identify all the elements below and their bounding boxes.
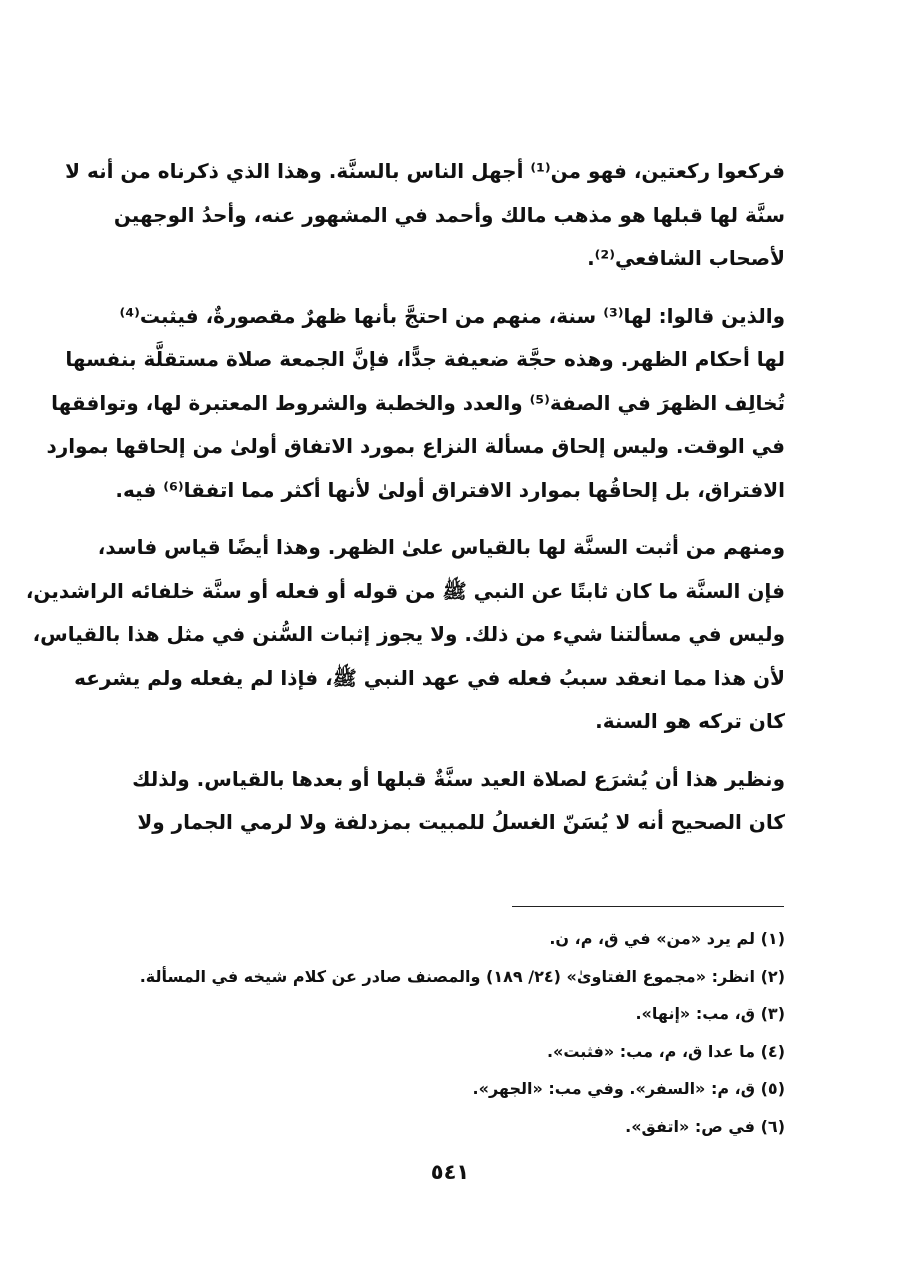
text-line: لأصحاب الشافعي⁽²⁾. [587,246,785,270]
text-line: الافتراق، بل إلحاقُها بموارد الافتراق أولىٰ لأنها أكثر مما اتفقا⁽⁶⁾ فيه. [115,477,785,502]
footnote-1: (١) لم يرد «من» في ق، م، ن. [549,929,785,948]
text-line: كان الصحيح أنه لا يُسَنّ الغسلُ للمبيت بمزدلفة ولا لرمي الجمار ولا [137,810,785,834]
text-line: سنَّة لها قبلها هو مذهب مالك وأحمد في المشهور عنه، وأحدُ الوجهين [113,202,785,227]
text-line: فركعوا ركعتين، فهو من⁽¹⁾ أجهل الناس بالسنَّة. وهذا الذي ذكرناه من أنه لا [65,159,785,183]
paragraph-3 [25,526,785,744]
text-line: كان تركه هو السنة. [595,709,785,733]
text-line: والذين قالوا: لها⁽³⁾ سنة، منهم من احتجَّ بأنها ظهرٌ مقصورةٌ، فيثبت⁽⁴⁾ [119,303,785,328]
footnote-4: (٤) ما عدا ق، م، مب: «فثبت». [546,1041,785,1061]
text-line: تُخالِف الظهرَ في الصفة⁽⁵⁾ والعدد والخطبة والشروط المعتبرة لها، وتوافقها [51,390,785,415]
text-line: لها أحكام الظهر. وهذه حجَّة ضعيفة جدًّا، فإنَّ الجمعة صلاة مستقلَّة بنفسها [65,347,785,371]
footnote-2: (٢) انظر: «مجموع الفتاوىٰ» (٢٤/ ١٨٩) والمصنف صادر عن كلام شيخه في المسألة. [139,966,785,986]
text-line: في الوقت. وليس إلحاق مسألة النزاع بمورد الاتفاق أولىٰ من إلحاقها بموارد [46,434,785,458]
text-line: وليس في مسألتنا شيء من ذلك. ولا يجوز إثبات السُّنن في مثل هذا بالقياس، [32,622,785,646]
paragraph-4 [118,758,785,845]
text-line: ومنهم من أثبت السنَّة لها بالقياس علىٰ الظهر. وهذا أيضًا قياس فاسد، [97,535,785,559]
main-text [25,150,785,859]
footnote-6: (٦) في ص: «اتفق». [625,1116,785,1136]
paragraph-1 [65,150,785,281]
text-line: ونظير هذا أن يُشرَع لصلاة العيد سنَّةٌ قبلها أو بعدها بالقياس. ولذلك [132,766,785,791]
text-line: فإن السنَّة ما كان ثابتًا عن النبي ﷺ من قوله أو فعله أو سنَّة خلفائه الراشدين، [25,578,785,603]
footnote-5: (٥) ق، م: «السفر». وفي مب: «الجهر». [472,1079,785,1098]
footnote-divider [512,906,784,907]
text-line: لأن هذا مما انعقد سببُ فعله في عهد النبي ﷺ، فإذا لم يفعله ولم يشرعه [74,665,785,690]
paragraph-2 [46,295,785,513]
page-number: ٥٤١ [430,1160,470,1184]
footnote-3: (٣) ق، مب: «إنها». [635,1004,785,1023]
footnotes [118,920,785,1145]
